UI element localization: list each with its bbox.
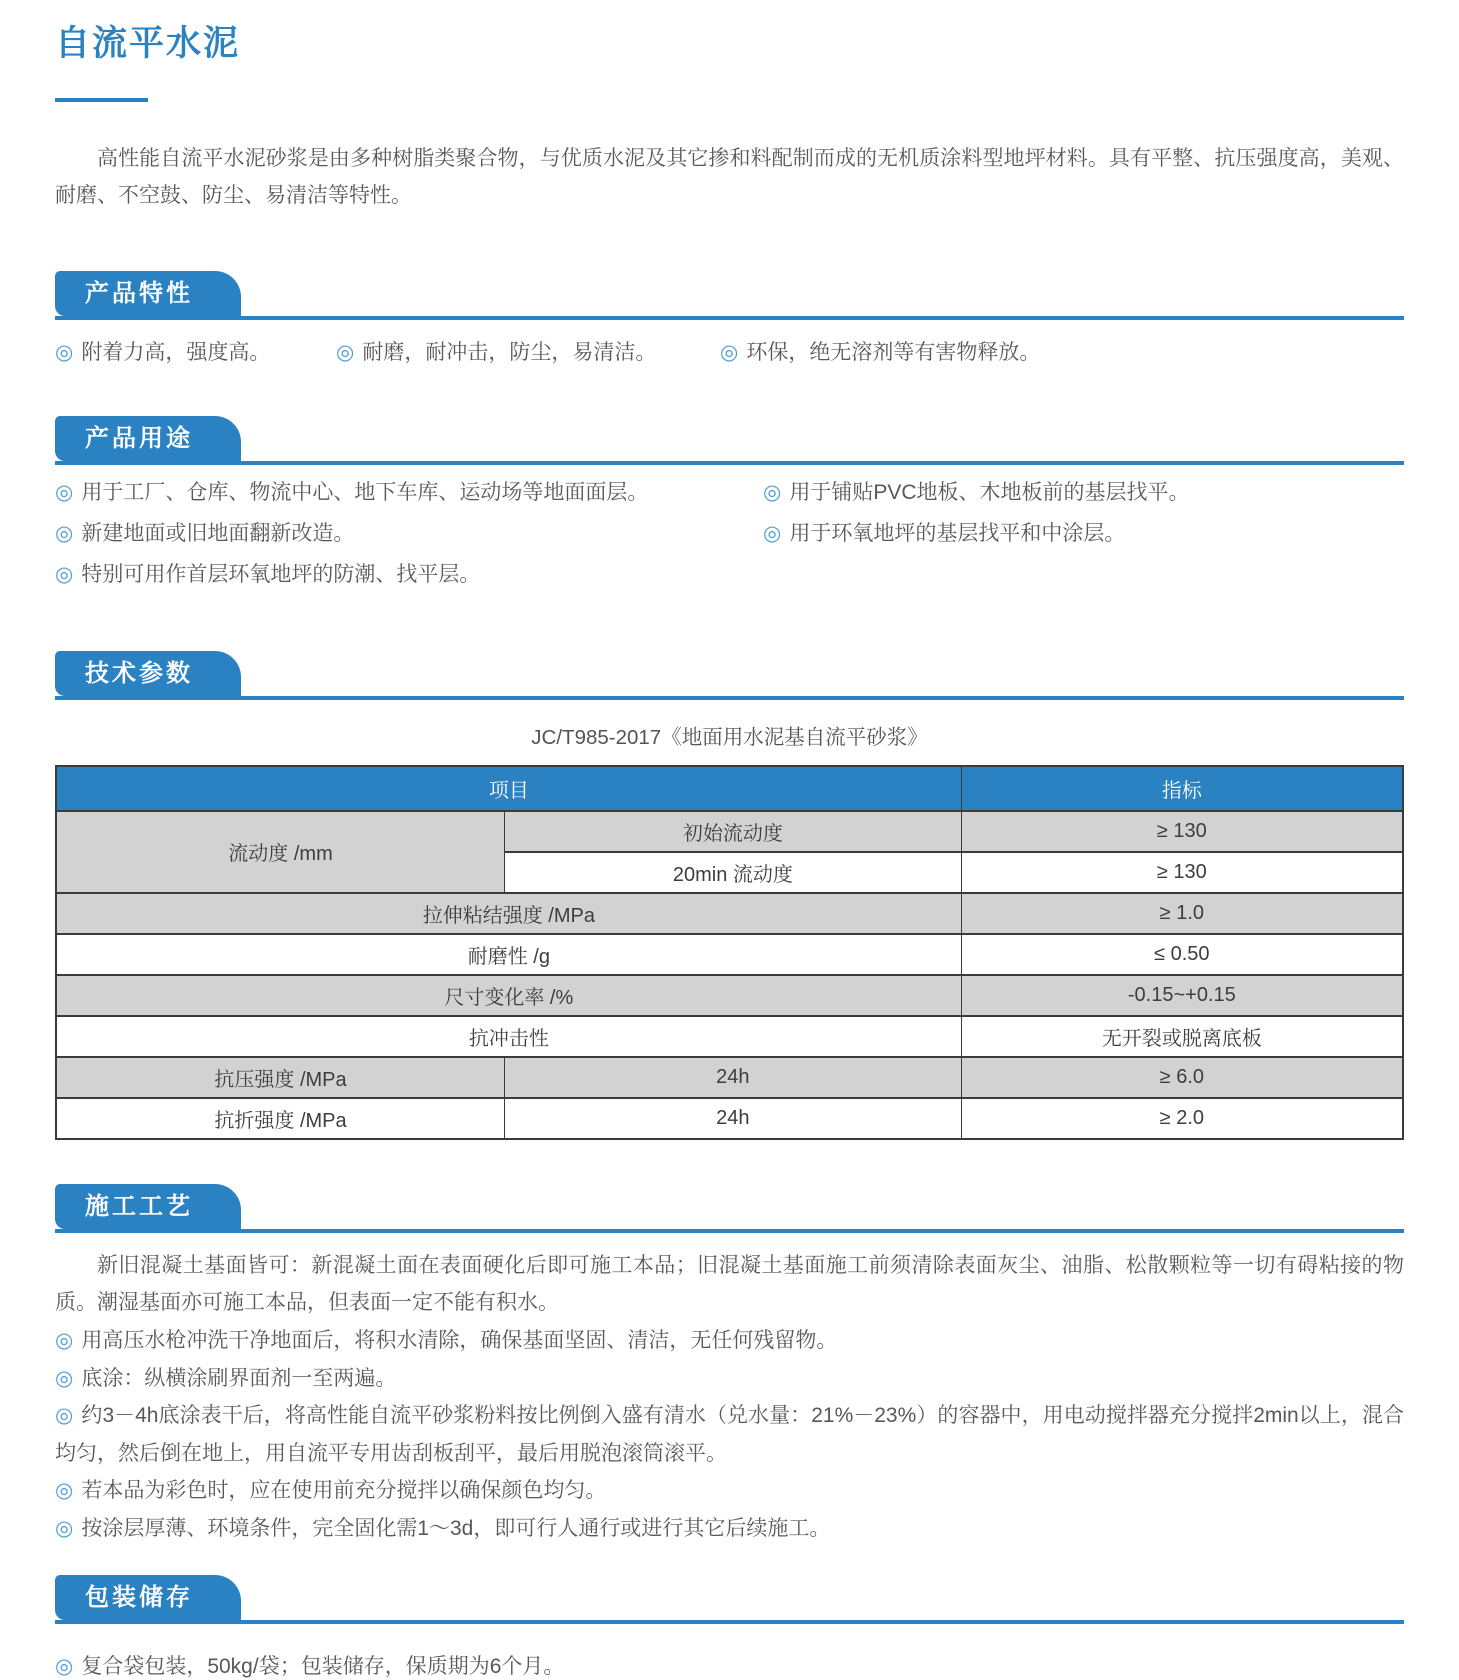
section-badge-packaging: 包装储存: [55, 1575, 241, 1620]
bullet-text: 耐磨，耐冲击，防尘，易清洁。: [362, 340, 657, 364]
bullet-item: [55, 1650, 1404, 1680]
table-row: [56, 1098, 1403, 1139]
table-row: [56, 934, 1403, 975]
process-text-block: [55, 1247, 1404, 1548]
table-cell: 20min 流动度: [505, 852, 962, 893]
section-badge-uses: 产品用途: [55, 416, 241, 461]
features-list: [55, 336, 1404, 366]
process-paragraph: 新旧混凝土基面皆可：新混凝土面在表面硬化后即可施工本品；旧混凝土基面施工前须清除表面灰尘、油脂、松散颗粒等一切有碍粘接的物质。潮湿基面亦可施工本品，但表面一定不能有积水。: [55, 1253, 1404, 1315]
section-process: [55, 1184, 1404, 1548]
section-packaging: [55, 1575, 1404, 1680]
intro-paragraph: 高性能自流平水泥砂浆是由多种树脂类聚合物，与优质水泥及其它掺和料配制而成的无机质涂料型地坪材料。具有平整、抗压强度高，美观、耐磨、不空鼓、防尘、易清洁等特性。: [55, 147, 1404, 208]
bullet-icon: ◎: [55, 522, 74, 546]
bullet-item: [55, 1472, 1404, 1510]
table-cell: 耐磨性 /g: [56, 934, 961, 975]
bullet-item: [55, 479, 763, 507]
bullet-item: [55, 561, 763, 589]
page-title: 自流平水泥: [55, 24, 241, 63]
bullet-text: 用于工厂、仓库、物流中心、地下车库、运动场等地面面层。: [81, 480, 649, 504]
bullet-text: 用高压水枪冲洗干净地面后，将积水清除，确保基面坚固、清洁，无任何残留物。: [81, 1328, 838, 1352]
bullet-text: 新建地面或旧地面翻新改造。: [81, 522, 355, 546]
bullet-text: 约3－4h底涂表干后，将高性能自流平砂浆粉料按比例倒入盛有清水（兑水量：21%－23%）的容器中，用电动搅拌器充分搅拌2min以上，混合均匀，然后倒在地上，用自流平专用齿刮板刮平，最后用脱泡滚筒滚平。: [55, 1404, 1404, 1465]
bullet-icon: ◎: [55, 563, 74, 587]
table-header-cell: 指标: [961, 766, 1403, 811]
bullet-item: [763, 479, 1404, 507]
bullet-item: [763, 520, 1404, 548]
table-row: [56, 1016, 1403, 1057]
table-cell: ≥ 1.0: [961, 893, 1403, 934]
table-row: [56, 811, 1403, 852]
packaging-list: [55, 1650, 1404, 1680]
section-header-features: [55, 271, 1404, 320]
table-cell: 24h: [505, 1098, 962, 1139]
table-cell: ≥ 6.0: [961, 1057, 1403, 1098]
uses-list: [55, 479, 1404, 603]
table-cell: 无开裂或脱离底板: [961, 1016, 1403, 1057]
section-parameters: [55, 651, 1404, 1140]
table-row: [56, 893, 1403, 934]
section-badge-features: 产品特性: [55, 271, 241, 316]
bullet-item: [55, 1510, 1404, 1548]
bullet-icon: ◎: [720, 340, 739, 364]
bullet-icon: ◎: [763, 480, 782, 504]
bullet-text: 环保，绝无溶剂等有害物释放。: [746, 340, 1041, 364]
bullet-icon: ◎: [763, 522, 782, 546]
bullet-item: [55, 520, 763, 548]
bullet-text: 附着力高，强度高。: [81, 340, 271, 364]
section-features: [55, 271, 1404, 366]
bullet-text: 用于铺贴PVC地板、木地板前的基层找平。: [789, 480, 1190, 504]
table-cell: ≥ 130: [961, 852, 1403, 893]
bullet-text: 复合袋包装，50kg/袋；包装储存，保质期为6个月。: [81, 1655, 565, 1679]
bullet-icon: ◎: [55, 340, 74, 364]
table-cell: 抗压强度 /MPa: [56, 1057, 505, 1098]
bullet-icon: ◎: [55, 1404, 74, 1428]
table-cell: 24h: [505, 1057, 962, 1098]
table-cell: 流动度 /mm: [56, 811, 505, 893]
table-header-row: [56, 766, 1403, 811]
table-row: [56, 1057, 1403, 1098]
section-uses: [55, 416, 1404, 603]
bullet-icon: ◎: [55, 1366, 74, 1390]
uses-right-column: [763, 479, 1404, 603]
process-list: [55, 1322, 1404, 1547]
table-head: [56, 766, 1403, 811]
bullet-text: 用于环氧地坪的基层找平和中涂层。: [789, 522, 1126, 546]
bullet-item: [720, 336, 1404, 366]
standard-caption: JC/T985-2017《地面用水泥基自流平砂浆》: [531, 725, 928, 749]
bullet-icon: ◎: [55, 480, 74, 504]
uses-left-column: [55, 479, 763, 603]
section-header-parameters: [55, 651, 1404, 700]
table-cell: 初始流动度: [505, 811, 962, 852]
bullet-item: [55, 1397, 1404, 1472]
bullet-icon: ◎: [55, 1516, 74, 1540]
table-cell: ≤ 0.50: [961, 934, 1403, 975]
bullet-text: 特别可用作首层环氧地坪的防潮、找平层。: [81, 563, 481, 587]
table-cell: -0.15~+0.15: [961, 975, 1403, 1016]
bullet-icon: ◎: [55, 1655, 74, 1679]
table-body: [56, 811, 1403, 1139]
bullet-icon: ◎: [336, 340, 355, 364]
table-header-cell: 项目: [56, 766, 961, 811]
table-cell: 抗冲击性: [56, 1016, 961, 1057]
table-cell: ≥ 2.0: [961, 1098, 1403, 1139]
parameters-table: [55, 765, 1404, 1140]
section-header-process: [55, 1184, 1404, 1233]
section-header-uses: [55, 416, 1404, 465]
table-cell: 拉伸粘结强度 /MPa: [56, 893, 961, 934]
bullet-item: [55, 1360, 1404, 1398]
bullet-text: 按涂层厚薄、环境条件，完全固化需1～3d，即可行人通行或进行其它后续施工。: [81, 1516, 831, 1540]
bullet-text: 底涂：纵横涂刷界面剂一至两遍。: [81, 1366, 397, 1390]
table-cell: ≥ 130: [961, 811, 1403, 852]
table-cell: 抗折强度 /MPa: [56, 1098, 505, 1139]
section-badge-process: 施工工艺: [55, 1184, 241, 1229]
bullet-icon: ◎: [55, 1328, 74, 1352]
title-underline: [55, 98, 148, 102]
table-cell: 尺寸变化率 /%: [56, 975, 961, 1016]
section-badge-parameters: 技术参数: [55, 651, 241, 696]
bullet-item: [336, 336, 720, 366]
table-row: [56, 975, 1403, 1016]
bullet-text: 若本品为彩色时，应在使用前充分搅拌以确保颜色均匀。: [81, 1479, 607, 1503]
bullet-item: [55, 336, 336, 366]
bullet-icon: ◎: [55, 1479, 74, 1503]
bullet-item: [55, 1322, 1404, 1360]
